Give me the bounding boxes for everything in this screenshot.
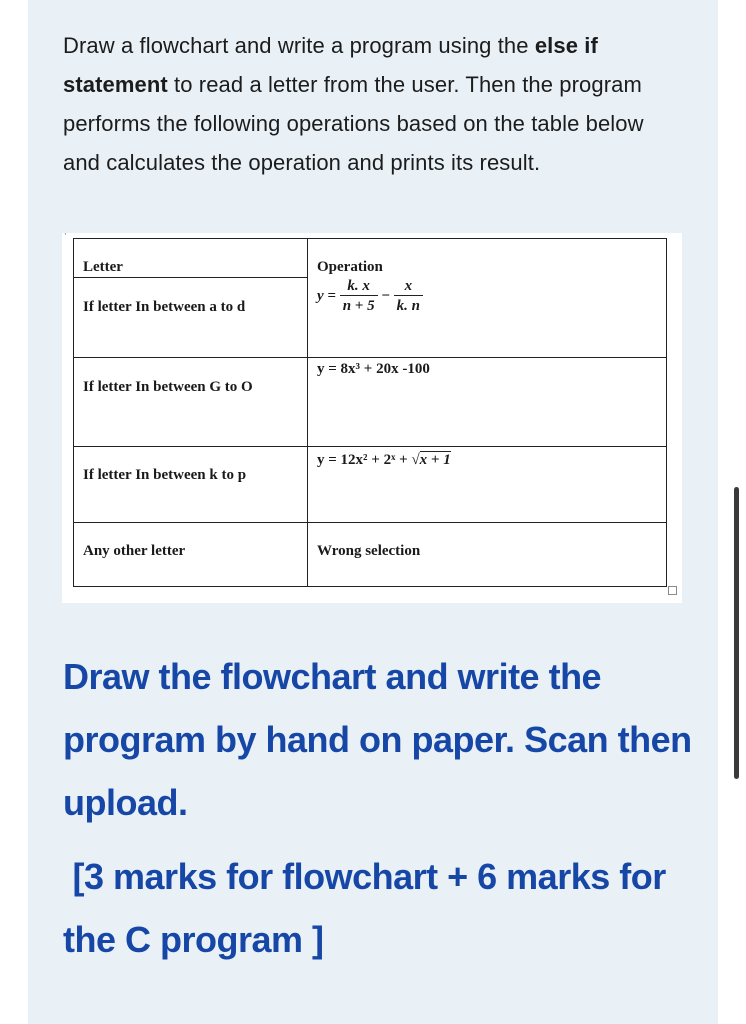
table-row bbox=[74, 358, 667, 447]
table-row bbox=[74, 447, 667, 523]
row-letter-1: If letter In between a to d bbox=[83, 299, 246, 315]
question-part1: Draw a flowchart and write a program using the bbox=[63, 33, 535, 58]
table-header-row bbox=[74, 239, 667, 278]
formula-3: y = 12x² + 2ˣ + √x + 1 bbox=[317, 452, 451, 468]
formula-1: y = $\frac{k. x}{n + 5}$ − $\frac{x}{k. n}$ bbox=[317, 277, 423, 316]
fraction-2: $\frac{x}{k. n}$ bbox=[394, 277, 423, 316]
anchor-mark: · bbox=[64, 230, 67, 240]
fraction-1: $\frac{k. x}{n + 5}$ bbox=[340, 277, 378, 316]
scrollbar[interactable] bbox=[734, 487, 739, 779]
instruction-text: Draw the flowchart and write the program by hand on paper. Scan then upload. bbox=[63, 656, 692, 823]
question-bold-keyword: else if statement bbox=[63, 33, 598, 97]
operations-table bbox=[73, 238, 667, 587]
header-operation: Operation bbox=[317, 259, 383, 275]
header-letter: Letter bbox=[83, 259, 123, 275]
row-letter-4: Any other letter bbox=[83, 543, 186, 559]
table-row bbox=[74, 523, 667, 587]
question-text bbox=[63, 26, 683, 182]
marks-text: [3 marks for flowchart + 6 marks for the C program ] bbox=[63, 856, 676, 960]
question-part2: to read a letter from the user. Then the program performs the following operations based on the table below and calculates the operation and prints its result. bbox=[63, 72, 644, 175]
formula-2: y = 8x³ + 20x -100 bbox=[317, 361, 430, 377]
row-operation-4: Wrong selection bbox=[317, 543, 421, 559]
resize-handle[interactable] bbox=[668, 586, 677, 595]
row-letter-3: If letter In between k to p bbox=[83, 467, 247, 483]
row-letter-2: If letter In between G to O bbox=[83, 379, 253, 395]
